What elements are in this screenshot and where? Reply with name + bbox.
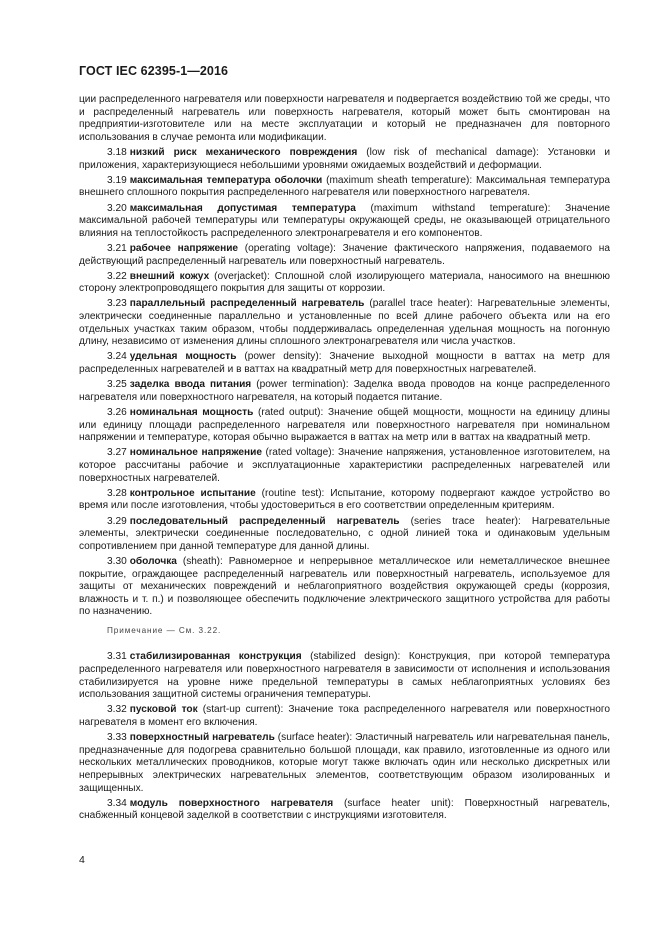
definition-term: номинальная мощность (129, 407, 254, 418)
definition-3-34 (79, 798, 610, 823)
definition-term: контрольное испытание (129, 487, 256, 499)
definition-term: рабочее напряжение (129, 242, 239, 254)
definition-3-28 (79, 488, 610, 513)
definition-3-22 (79, 271, 610, 296)
definition-number: 3.19 (107, 174, 127, 186)
definition-term: номинальное напряжение (129, 447, 262, 459)
definitions-list (79, 147, 610, 619)
definition-term: поверхностный нагреватель (129, 732, 275, 744)
definition-text: (start-up current): Значение тока распределенного нагревателя или поверхностного нагревателя в момент его включения. (79, 704, 610, 729)
definition-number: 3.33 (107, 732, 127, 744)
definition-number: 3.29 (107, 515, 127, 527)
definition-3-23 (79, 298, 610, 348)
definition-number: 3.20 (107, 202, 127, 214)
definition-term: последовательный распределенный нагреватель (129, 515, 400, 527)
definition-text: (parallel trace heater): Нагревательные элементы, электрически соединенные параллельно и установленные по всей длине рабочего объекта или на его отдельных участках таким образом, чтобы поддерживалась определенная удельная мощность на погонную длину, независимо от изменения длины сплошного электронагревателя или числа участков. (79, 298, 610, 348)
definition-3-24 (79, 351, 610, 376)
definition-term: модуль поверхностного нагревателя (129, 797, 334, 809)
definition-3-30 (79, 556, 610, 619)
definition-text: (power termination): Заделка ввода проводов на конце распределенного нагревателя или поверхностного нагревателя, на который подается питание. (79, 379, 610, 403)
definition-term: внешний кожух (129, 270, 210, 282)
definition-term: удельная мощность (129, 351, 237, 363)
definition-term: параллельный распределенный нагреватель (129, 298, 365, 310)
definition-3-19 (79, 175, 610, 200)
page-number: 4 (79, 854, 85, 866)
definition-number: 3.27 (107, 447, 127, 459)
definition-number: 3.34 (107, 797, 127, 809)
definition-text: (operating voltage): Значение фактического напряжения, подаваемого на действующий распределенный нагреватель или поверхностный нагреватель. (79, 242, 610, 267)
definition-text: (maximum sheath temperature): Максимальная температура внешнего сплошного покрытия распределенного нагревателя или поверхностного нагревателя. (79, 174, 610, 199)
definition-number: 3.30 (107, 555, 127, 567)
definition-text: (surface heater): Эластичный нагреватель или нагревательная панель, предназначенные для подогрева сравнительно большой площади, как правило, изготовленные из одного или нескольких металлических проводников, которые могут также включать один или несколько дискретных или непрерывных электрических нагревательных элементов, соответствующим образом изолированных и защищенных. (79, 732, 611, 794)
definition-text: (stabilized design): Конструкция, при которой температура распределенного нагревателя или поверхностного нагревателя в зависимости от исполнения и использования стабилизируется на уровне ниже предельной температуры в самых неблагоприятных условиях без использования защитной системы ограничения температуры. (79, 651, 611, 701)
definition-number: 3.18 (107, 146, 127, 158)
definitions-list-after-note (79, 651, 610, 823)
definition-3-29 (79, 516, 610, 554)
definition-text: (sheath): Равномерное и непрерывное металлическое или неметаллическое внешнее покрытие, ограждающее распределенный нагреватель или поверхностный нагреватель, используемое для защиты от механических повреждений и неблагоприятного воздействия окружающей среды (коррозия, влажность и т. п.) и позволяющее обеспечить подключение электрического защитного устройства для работы по назначению. (79, 555, 610, 618)
definition-3-33 (79, 732, 610, 795)
definition-number: 3.22 (107, 270, 127, 282)
definition-term: низкий риск механического повреждения (129, 146, 358, 158)
definition-text: (rated output): Значение общей мощности, мощности на единицу длины или единицу площади распределенного нагревателя или поверхностного нагревателя при номинальном напряжении и температуре, которая обычно выражается в ваттах на метр или в ваттах на квадратный метр. (79, 407, 610, 444)
definition-text: (rated voltage): Значение напряжения, установленное изготовителем, на которое рассчитаны рабочие и эксплуатационные характеристики распределенных нагревателей или поверхностных нагревателей. (79, 447, 610, 484)
definition-3-21 (79, 243, 610, 268)
definition-term: пусковой ток (129, 704, 198, 716)
definition-3-20 (79, 203, 610, 241)
document-header: ГОСТ IEC 62395-1—2016 (79, 64, 229, 78)
definition-3-18 (79, 147, 610, 172)
definition-text: (power density): Значение выходной мощности в ваттах на метр для распределенных нагревателей и в ваттах на квадратный метр для поверхностных нагревателей. (79, 351, 610, 376)
definition-number: 3.26 (107, 407, 127, 418)
definition-term: заделка ввода питания (129, 379, 252, 391)
definition-term: оболочка (129, 555, 177, 567)
definition-term: максимальная допустимая температура (129, 202, 356, 214)
definition-number: 3.23 (107, 298, 127, 310)
definition-number: 3.28 (107, 487, 127, 499)
definition-3-25 (79, 379, 610, 404)
definition-text: (low risk of mechanical damage): Установки и приложения, характеризующиеся небольшими уровнями ожидаемых воздействий и деформации. (79, 146, 611, 171)
definition-number: 3.32 (107, 704, 127, 716)
definition-text: (maximum withstand temperature): Значение максимальной рабочей температуры или температуры окружающей среды, не оказывающей отрицательного влияния на теплостойкость распределенного электронагревателя и его компонентов. (79, 202, 610, 239)
definition-term: максимальная температура оболочки (129, 174, 323, 186)
definition-number: 3.31 (107, 651, 127, 663)
definition-text: (surface heater unit): Поверхностный нагреватель, снабженный концевой заделкой в соответствии с инструкциями изготовителя. (79, 797, 610, 822)
definition-text: (overjacket): Сплошной слой изолирующего материала, наносимого на внешнюю сторону электропроводящего покрытия для защиты от коррозии. (79, 270, 610, 295)
definition-term: стабилизированная конструкция (129, 651, 302, 663)
document-body (79, 94, 610, 826)
definition-text: (series trace heater): Нагревательные элементы, электрически соединенные последовательно, с одной линией тока и одинаковым удельным сопротивлением при данной температуре для данной длины. (79, 515, 610, 552)
note-paragraph: Примечание — См. 3.22. (107, 625, 222, 635)
definition-3-27 (79, 447, 610, 485)
definition-number: 3.25 (107, 379, 127, 391)
definition-3-31 (79, 651, 610, 701)
definition-number: 3.21 (107, 242, 127, 254)
definition-number: 3.24 (107, 351, 127, 363)
lead-paragraph: ции распределенного нагревателя или поверхности нагревателя и подвергается воздействию той же среды, что и распределенный нагреватель или поверхность нагревателя, который может быть смонтирован на предприятии-изготовителе или на месте эксплуатации и который не предназначен для повторного использования в случае ремонта или модификации. (79, 94, 610, 143)
definition-text: (routine test): Испытание, которому подвергают каждое устройство во время или после изготовления, чтобы удостовериться в его соответствии определенным критериям. (79, 487, 611, 512)
definition-3-32 (79, 704, 610, 729)
definition-3-26 (79, 407, 610, 445)
